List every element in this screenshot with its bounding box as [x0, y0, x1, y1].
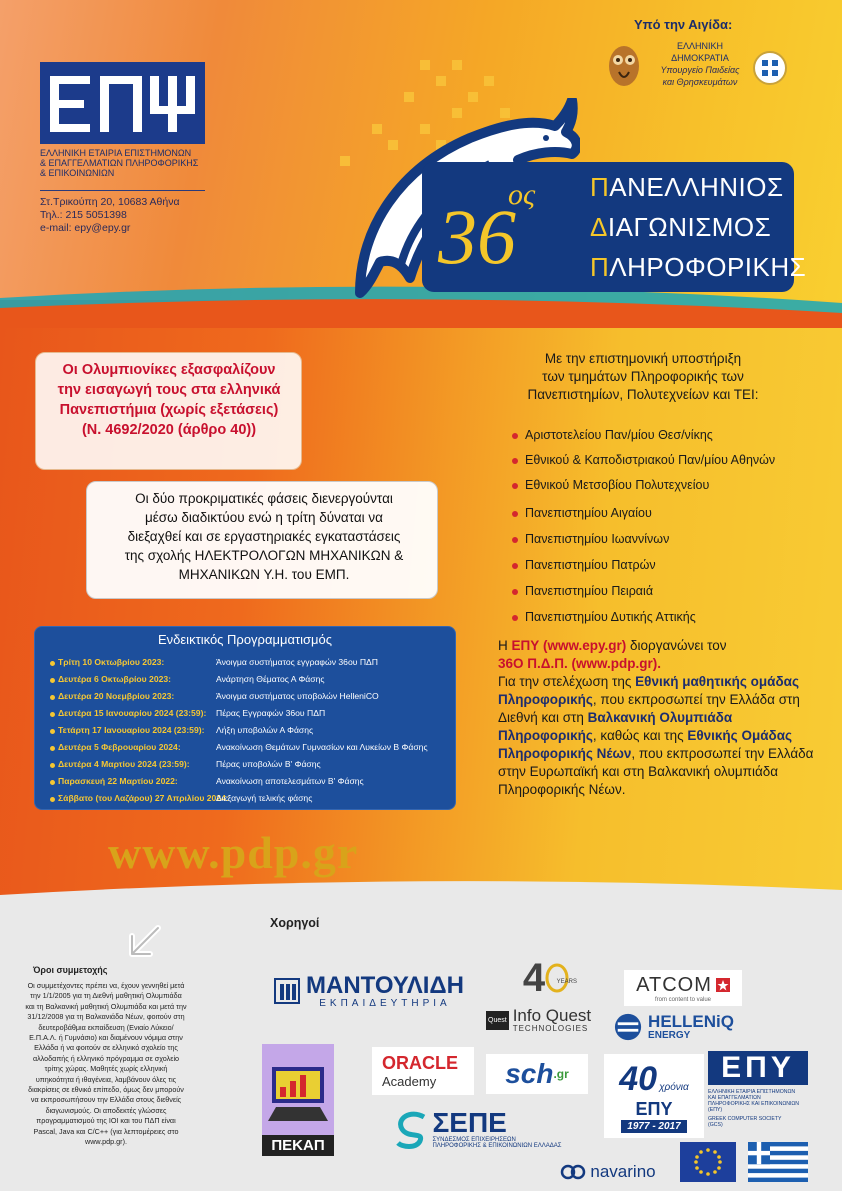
- epy-address: Στ.Τρικούπη 20, 10683 Αθήνα: [40, 196, 180, 208]
- bullet-icon: [512, 433, 518, 439]
- schedule-date: Δευτέρα 20 Νοεμβρίου 2023:: [58, 691, 175, 701]
- title-line-1: [590, 172, 784, 203]
- schedule-date: Δευτέρα 6 Οκτωβρίου 2023:: [58, 674, 172, 684]
- organizer-p5: , καθώς και της: [592, 728, 688, 743]
- epy-society-line1: ΕΛΛΗΝΙΚΗ ΕΤΑΙΡΙΑ ΕΠΙΣΤΗΜΟΝΩΝ: [708, 1088, 796, 1095]
- organizer-p1: Η: [498, 638, 512, 653]
- years40-label: YEARS: [556, 979, 577, 985]
- organizer-team2: Βαλκανική Ολυμπιάδα Πληροφορικής: [498, 710, 733, 743]
- sepe-name: ΣΕΠΕ: [432, 1107, 507, 1138]
- eu-flag-icon: [680, 1142, 736, 1182]
- epy-society-line4: (ΕΠΥ): [708, 1106, 723, 1113]
- epy-society-mark: ΕΠΥ: [708, 1051, 808, 1085]
- competition-number-suffix: ος: [508, 178, 536, 211]
- university-name: Εθνικού Μετσοβίου Πολυτεχνείου: [525, 478, 710, 492]
- phases-line2: μέσω διαδικτύου ενώ η τρίτη δύναται να: [145, 510, 383, 525]
- support-intro: [478, 350, 808, 404]
- phases-line3: διεξαχθεί και σε εργαστηριακές εγκαταστάσεις: [127, 529, 401, 544]
- university-name: Πανεπιστημίου Αιγαίου: [525, 506, 652, 520]
- title-line-3-rest: ΛΗΡΟΦΟΡΙΚΗΣ: [609, 252, 807, 282]
- pekap-name: ΠΕΚΑΠ: [262, 1135, 334, 1156]
- epy-full-name: [40, 148, 215, 178]
- epy-society-logo[interactable]: [708, 1040, 808, 1138]
- years40-number: 4: [522, 955, 546, 1000]
- bullet-icon: [50, 797, 55, 802]
- atcom-star-icon: [716, 978, 730, 992]
- epy-society-line2: ΚΑΙ ΕΠΑΓΓΕΛΜΑΤΙΩΝ: [708, 1094, 761, 1101]
- olympians-line3: Πανεπιστήμια (χωρίς εξετάσεις): [59, 402, 279, 418]
- sepe-line1: ΣΥΝΔΕΣΜΟΣ ΕΠΙΧΕΙΡΗΣΕΩΝ: [432, 1137, 516, 1143]
- support-line1: Με την επιστημονική υποστήριξη: [544, 351, 742, 366]
- oracle-academy-logo[interactable]: [372, 1047, 474, 1095]
- navarino-name: navarino: [590, 1162, 656, 1181]
- epy-divider: [40, 190, 205, 191]
- bullet-icon: [50, 695, 55, 700]
- bullet-icon: [512, 589, 518, 595]
- greek-flag-icon: [748, 1142, 808, 1182]
- support-line3: Πανεπιστημίων, Πολυτεχνείων και ΤΕΙ:: [527, 387, 759, 402]
- support-line2: των τμημάτων Πληροφορικής των: [542, 369, 744, 384]
- epy-40-years-logo: [604, 1054, 704, 1138]
- mantoulidi-logo[interactable]: [262, 970, 476, 1012]
- university-name: Πανεπιστημίου Πατρών: [525, 558, 656, 572]
- bullet-icon: [512, 537, 518, 543]
- competition-number: 36: [438, 193, 516, 280]
- sponsors-title: Χορηγοί: [270, 916, 320, 930]
- pekap-logo[interactable]: [262, 1044, 334, 1156]
- schedule-desc: Άνοιγμα συστήματος υποβολών HelleniCO: [216, 691, 379, 701]
- patronage-line3: και Θρησκευμάτων: [662, 77, 738, 87]
- navarino-rings-icon: [560, 1164, 586, 1180]
- bullet-icon: [512, 615, 518, 621]
- phases-text: [94, 489, 434, 584]
- bullet-icon: [50, 746, 55, 751]
- greek-emblem-icon: [752, 50, 788, 86]
- oracle-subtitle: Academy: [382, 1074, 437, 1089]
- owl-coin-icon: [607, 44, 641, 88]
- epy-link[interactable]: ΕΠΥ (www.epy.gr): [511, 638, 627, 653]
- title-line-2: [590, 212, 771, 243]
- sepe-line2: ΠΛΗΡΟΦΟΡΙΚΗΣ & ΕΠΙΚΟΙΝΩΝΙΩΝ ΕΛΛΑΔΑΣ: [432, 1143, 562, 1149]
- sch-gr-logo[interactable]: [486, 1054, 588, 1094]
- bullet-icon: [50, 763, 55, 768]
- epy-name-line1: ΕΛΛΗΝΙΚΗ ΕΤΑΙΡΙΑ ΕΠΙΣΤΗΜΟΝΩΝ: [40, 148, 192, 158]
- patronage-line1: ΕΛΛΗΝΙΚΗ ΔΗΜΟΚΡΑΤΙΑ: [671, 41, 729, 63]
- ring-zero-icon: [545, 963, 569, 993]
- quest-badge: Quest: [486, 1011, 509, 1030]
- terms-text: Οι συμμετέχοντες πρέπει να, έχουν γεννηθεί μετά την 1/1/2005 για τη Διεθνή μαθητική Ολυμπιάδα και τη Βαλκανική μαθητική Ολυμπιάδα και μετά την 31/12/2008 για τη Βαλκανιάδα Νέων, φοιτούν στη δευτεροβάθμια εκπαίδευση (Ενιαίο Λύκειο/Ε.Π.Α.Λ. ή Γυμνάσιο) και διαμένουν νόμιμα στην Ελλάδα ή να φοιτούν σε ελληνικό σχολείο της αλλοδαπής ή ελληνικό πρόγραμμα σε σχολείο τρίτης χώρας. Μαθητές χωρίς ελληνική υπηκοότητα ή ιθαγένεια, λαμβάνουν όλες τις διακρίσεις σε εθνικό επίπεδο, όμως δεν μπορούν να εκπροσωπήσουν την Ελλάδα στους διεθνείς διαγωνισμούς. Οι αποδεκτές γλώσσες προγραμματισμού της IOI και του ΠΔΠ είναι Pascal, Java και C/C++ (για λεπτομέρειες στο www.pdp.gr).: [25, 981, 187, 1147]
- title-line-1-rest: ΑΝΕΛΛΗΝΙΟΣ: [609, 172, 784, 202]
- infoquest-logo[interactable]: [486, 1006, 604, 1034]
- phases-line5: ΜΗΧΑΝΙΚΩΝ Υ.Η. του ΕΜΠ.: [178, 567, 350, 582]
- navarino-logo[interactable]: [544, 1160, 672, 1184]
- organizer-team1: Εθνική μαθητικής ομάδας Πληροφορικής: [498, 674, 799, 707]
- organizer-p3: Για την στελέχωση της: [498, 674, 636, 689]
- university-name: Εθνικού & Καποδιστριακού Παν/μίου Αθηνών: [525, 453, 776, 467]
- olympians-line4: (Ν. 4692/2020 (άρθρο 40)): [81, 422, 257, 438]
- epy-email[interactable]: e-mail: epy@epy.gr: [40, 222, 131, 234]
- organizer-team3: Εθνικής Ομάδας Πληροφορικής Νέων: [498, 728, 793, 761]
- epy-society-line5: GREEK COMPUTER SOCIETY: [708, 1115, 782, 1122]
- epy-logo: [40, 62, 205, 144]
- organizer-p2: διοργανώνει τον: [626, 638, 727, 653]
- infoquest-subtitle: TECHNOLOGIES: [512, 1024, 589, 1033]
- schedule-date: Δευτέρα 15 Ιανουαρίου 2024 (23:59):: [58, 708, 207, 718]
- phases-line4: της σχολής ΗΛΕΚΤΡΟΛΟΓΩΝ ΜΗΧΑΝΙΚΩΝ &: [124, 548, 404, 563]
- helleniq-name: HELLENiQ: [648, 1012, 734, 1031]
- schedule-desc: Άνοιγμα συστήματος εγγραφών 36ου ΠΔΠ: [216, 657, 378, 667]
- mantoulidi-name: ΜΑΝΤΟΥΛΙΔΗ: [306, 971, 464, 999]
- bullet-icon: [512, 563, 518, 569]
- epy40-brand: ΕΠΥ: [635, 1098, 673, 1119]
- computer-chart-icon: [268, 1061, 328, 1131]
- infoquest-40-years-logo: [515, 955, 577, 1001]
- university-name: Αριστοτελείου Παν/μίου Θεσ/νίκης: [525, 428, 713, 442]
- oracle-name: ORACLE: [382, 1053, 458, 1073]
- epy-contact: [40, 196, 180, 235]
- schedule-desc: Ανακοίνωση Θεμάτων Γυμνασίων και Λυκείων Β Φάσης: [216, 742, 428, 752]
- schedule-desc: Ανακοίνωση αποτελεσμάτων Β' Φάσης: [216, 776, 364, 786]
- epy-name-line2: & ΕΠΑΓΓΕΛΜΑΤΙΩΝ ΠΛΗΡΟΦΟΡΙΚΗΣ: [40, 158, 199, 168]
- epy40-word: χρόνια: [659, 1081, 689, 1093]
- mantoulidi-emblem-icon: [274, 978, 300, 1004]
- olympians-text: [44, 360, 294, 440]
- bullet-icon: [512, 483, 518, 489]
- sch-name: sch: [505, 1058, 554, 1089]
- schedule-date: Παρασκευή 22 Μαρτίου 2022:: [58, 776, 178, 786]
- bullet-icon: [512, 458, 518, 464]
- bullet-icon: [50, 729, 55, 734]
- bullet-icon: [512, 511, 518, 517]
- title-line-3: [590, 252, 806, 283]
- bullet-icon: [50, 780, 55, 785]
- schedule-date: Τρίτη 10 Οκτωβρίου 2023:: [58, 657, 165, 667]
- atcom-name: ATCOM: [636, 973, 712, 996]
- olympians-line2: την εισαγωγή τους στα ελληνικά: [57, 382, 281, 398]
- atcom-logo[interactable]: [624, 970, 742, 1006]
- bullet-icon: [50, 712, 55, 717]
- schedule-desc: Πέρας Εγγραφών 36ου ΠΔΠ: [216, 708, 326, 718]
- schedule-date: Δευτέρα 5 Φεβρουαρίου 2024:: [58, 742, 181, 752]
- helleniq-circle-icon: [614, 1012, 642, 1042]
- epy-logo-mark: [40, 62, 205, 144]
- mantoulidi-subtitle: ΕΚΠΑΙΔΕΥΤΗΡΙΑ: [319, 997, 451, 1009]
- olympians-line1: Οι Ολυμπιονίκες εξασφαλίζουν: [62, 362, 276, 378]
- bullet-icon: [50, 661, 55, 666]
- atcom-tagline: from content to value: [654, 996, 712, 1003]
- schedule-title: Ενδεικτικός Προγραμματισμός: [157, 632, 332, 647]
- title-line-3-cap: Π: [590, 252, 610, 282]
- patronage-text: [648, 40, 752, 88]
- sepe-logo[interactable]: [384, 1104, 572, 1154]
- title-line-2-rest: ΙΑΓΩΝΙΣΜΟΣ: [607, 212, 772, 242]
- epy-phone: Τηλ.: 215 5051398: [40, 209, 127, 221]
- schedule-date: Σάββατο (του Λαζάρου) 27 Απριλίου 2024:: [58, 793, 229, 803]
- title-line-2-cap: Δ: [590, 212, 608, 242]
- helleniq-logo[interactable]: [614, 1010, 734, 1044]
- arrow-down-left-icon: [118, 920, 166, 968]
- organizer-text: [498, 637, 823, 799]
- sch-suffix: .gr: [553, 1067, 569, 1081]
- helleniq-subtitle: ENERGY: [648, 1030, 691, 1041]
- organizer-p4: , που εκπροσωπεί την Ελλάδα στη Διεθνή και στη: [498, 692, 800, 725]
- sepe-swirl-icon: [394, 1109, 428, 1149]
- terms-title: Όροι συμμετοχής: [33, 965, 108, 975]
- schedule-desc: Λήξη υποβολών Α Φάσης: [216, 725, 314, 735]
- epy-society-line6: (GCS): [708, 1121, 723, 1128]
- pdp-link[interactable]: 36Ο Π.Δ.Π. (www.pdp.gr).: [498, 656, 661, 671]
- epy-name-line3: & ΕΠΙΚΟΙΝΩΝΙΩΝ: [40, 168, 115, 178]
- epy-society-line3: ΠΛΗΡΟΦΟΡΙΚΗΣ ΚΑΙ ΕΠΙΚΟΙΝΩΝΙΩΝ: [708, 1100, 800, 1107]
- university-name: Πανεπιστημίου Δυτικής Αττικής: [525, 610, 696, 624]
- website-url[interactable]: www.pdp.gr: [108, 827, 359, 878]
- university-name: Πανεπιστημίου Πειραιά: [525, 584, 654, 598]
- schedule-desc: Πέρας υποβολών Β' Φάσης: [216, 759, 321, 769]
- epy40-years: 1977 - 2017: [621, 1120, 686, 1133]
- title-line-1-cap: Π: [590, 172, 610, 202]
- bullet-icon: [50, 678, 55, 683]
- patronage-line2: Υπουργείο Παιδείας: [660, 65, 740, 75]
- university-name: Πανεπιστημίου Ιωαννίνων: [525, 532, 670, 546]
- epy40-number: 40: [619, 1059, 658, 1098]
- schedule-date: Τετάρτη 17 Ιανουαρίου 2024 (23:59):: [58, 725, 205, 735]
- schedule-desc: Ανάρτηση Θέματος Α Φάσης: [216, 674, 325, 684]
- patronage-title: Υπό την Αιγίδα:: [634, 17, 733, 32]
- schedule-desc: Διεξαγωγή τελικής φάσης: [216, 793, 313, 803]
- schedule-date: Δευτέρα 4 Μαρτίου 2024 (23:59):: [58, 759, 190, 769]
- phases-line1: Οι δύο προκριματικές φάσεις διενεργούνται: [135, 491, 393, 506]
- infoquest-name: Info Quest: [512, 1006, 592, 1025]
- organizer-p6: , που εκπροσωπεί την Ελλάδα στην Ευρωπαϊκή και στη Βαλκανική ολυμπιάδα Πληροφορικής Νέων.: [498, 746, 814, 797]
